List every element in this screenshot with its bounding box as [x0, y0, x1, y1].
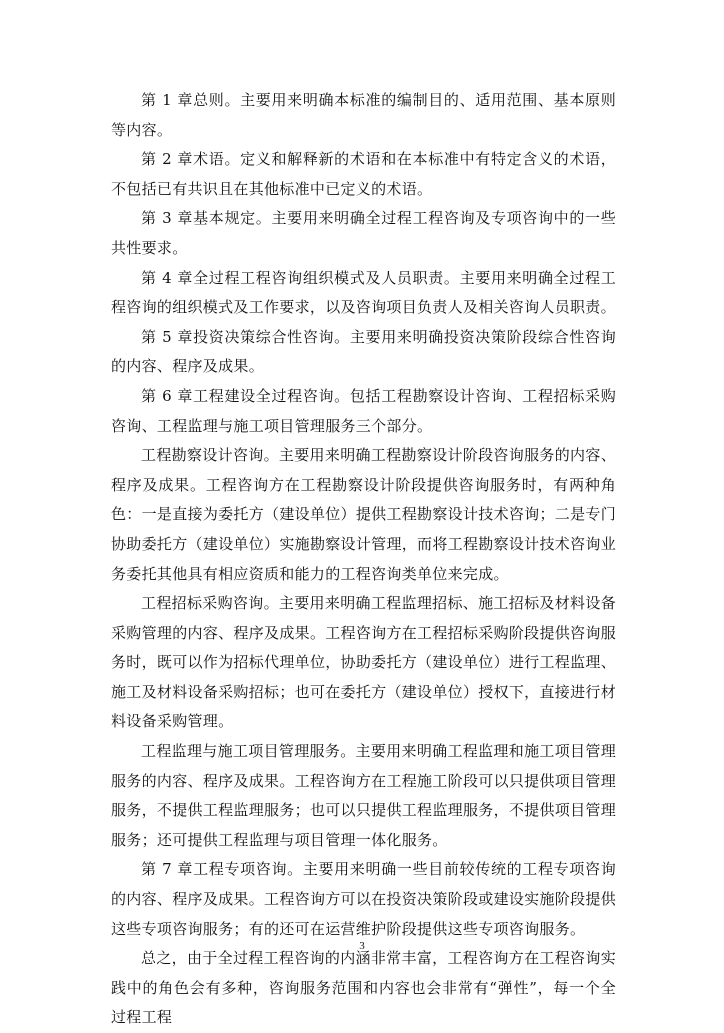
paragraph-chapter-5: 第 5 章投资决策综合性咨询。主要用来明确投资决策阶段综合性咨询的内容、程序及成果。	[111, 327, 616, 376]
paragraph-survey-design: 工程勘察设计咨询。主要用来明确工程勘察设计阶段咨询服务的内容、程序及成果。工程咨询方在工程勘察设计阶段提供咨询服务时，有两种角色：一是直接为委托方（建设单位）提供工程勘察设计技术咨询；二是专门协助委托方（建设单位）实施勘察设计管理，而将工程勘察设计技术咨询业务委托其他具有相应资质和能力的工程咨询类单位来完成。	[111, 446, 616, 583]
paragraph-summary: 总之，由于全过程工程咨询的内涵非常丰富，工程咨询方在工程咨询实践中的角色会有多种，咨询服务范围和内容也会非常有“弹性”，每一个全过程工程	[111, 949, 616, 1027]
paragraph-chapter-2: 第 2 章术语。定义和解释新的术语和在本标准中有特定含义的术语，不包括已有共识且在其他标准中已定义的术语。	[111, 150, 616, 198]
paragraph-procurement: 工程招标采购咨询。主要用来明确工程监理招标、施工招标及材料设备采购管理的内容、程序及成果。工程咨询方在工程招标采购阶段提供咨询服务时，既可以作为招标代理单位，协助委托方（建设单位）进行工程监理、施工及材料设备采购招标；也可在委托方（建设单位）授权下，直接进行材料设备采购管理。	[111, 594, 616, 731]
paragraph-chapter-6: 第 6 章工程建设全过程咨询。包括工程勘察设计咨询、工程招标采购咨询、工程监理与施工项目管理服务三个部分。	[111, 386, 616, 435]
paragraph-chapter-7: 第 7 章工程专项咨询。主要用来明确一些目前较传统的工程专项咨询的内容、程序及成果。工程咨询方可以在投资决策阶段或建设实施阶段提供这些专项咨询服务；有的还可在运营维护阶段提供这些专项咨询服务。	[111, 860, 616, 938]
paragraph-supervision: 工程监理与施工项目管理服务。主要用来明确工程监理和施工项目管理服务的内容、程序及成果。工程咨询方在工程施工阶段可以只提供项目管理服务，不提供工程监理服务；也可以只提供工程监理服务，不提供项目管理服务；还可提供工程监理与项目管理一体化服务。	[111, 742, 616, 849]
paragraph-chapter-1: 第 1 章总则。主要用来明确本标准的编制目的、适用范围、基本原则等内容。	[111, 91, 616, 139]
page-number: 3	[359, 940, 365, 952]
paragraph-chapter-3: 第 3 章基本规定。主要用来明确全过程工程咨询及专项咨询中的一些共性要求。	[111, 209, 616, 257]
body-text	[111, 86, 616, 1033]
paragraph-chapter-4: 第 4 章全过程工程咨询组织模式及人员职责。主要用来明确全过程工程咨询的组织模式及工作要求，以及咨询项目负责人及相关咨询人员职责。	[111, 268, 616, 317]
